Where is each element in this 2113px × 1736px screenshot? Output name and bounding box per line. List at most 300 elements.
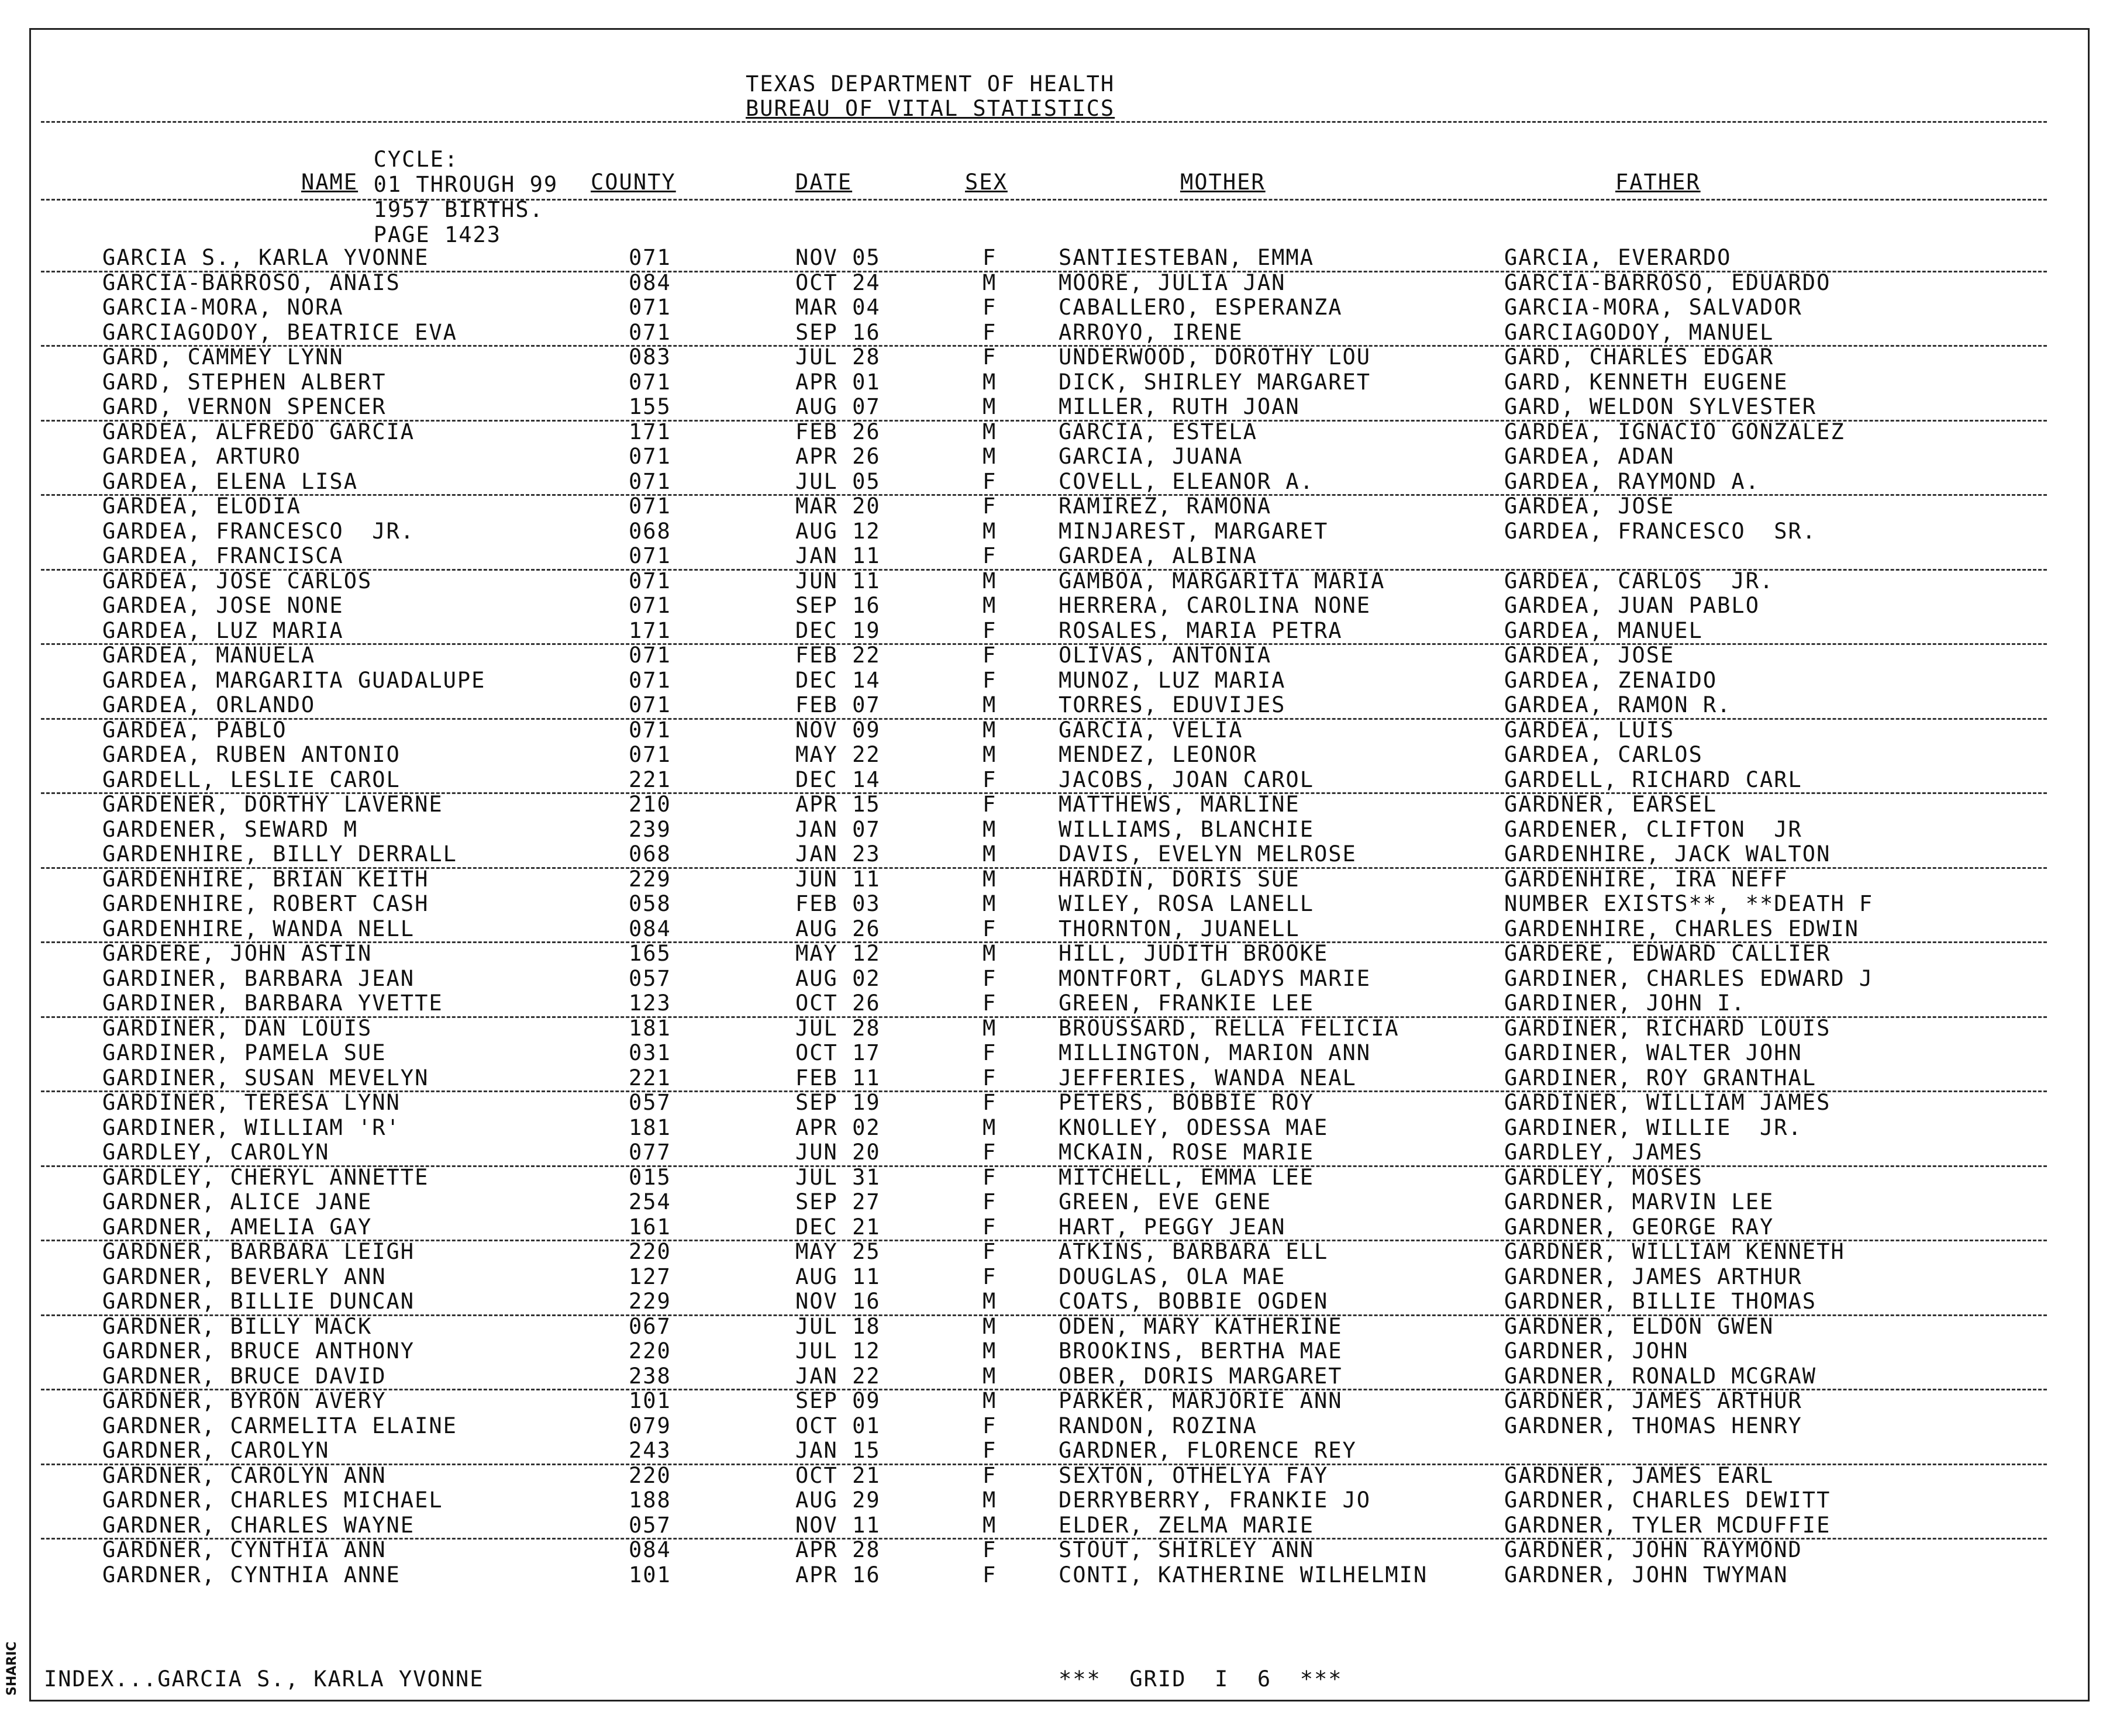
cell-mother: WILLIAMS, BLANCHIE [1059, 816, 1314, 842]
cell-name: GARDENHIRE, ROBERT CASH [102, 891, 429, 916]
cell-date: JUN 20 [795, 1140, 881, 1165]
table-row [41, 1438, 2047, 1465]
cell-date: FEB 07 [795, 692, 881, 717]
cell-county: 101 [629, 1562, 671, 1587]
cell-county: 181 [629, 1114, 671, 1140]
cell-mother: MATTHEWS, MARLINE [1059, 792, 1300, 817]
header-divider-top [41, 121, 2047, 123]
cell-name: GARDINER, BARBARA YVETTE [102, 990, 443, 1016]
cell-mother: ODEN, MARY KATHERINE [1059, 1313, 1343, 1339]
cell-sex: M [983, 1114, 997, 1140]
cell-date: JAN 15 [795, 1438, 881, 1463]
cell-sex: M [983, 1512, 997, 1538]
cell-sex: M [983, 394, 997, 419]
cell-sex: M [983, 891, 997, 916]
cell-date: JAN 23 [795, 841, 881, 867]
cell-name: GARDELL, LESLIE CAROL [102, 767, 401, 792]
cell-county: 071 [629, 643, 671, 668]
cell-sex: F [983, 1462, 997, 1488]
footer-index: INDEX...GARCIA S., KARLA YVONNE [44, 1666, 484, 1692]
cell-county: 071 [629, 245, 671, 270]
cell-date: OCT 21 [795, 1462, 881, 1488]
cell-date: JUL 28 [795, 344, 881, 370]
cell-mother: DOUGLAS, OLA MAE [1059, 1264, 1286, 1289]
table-row [0, 967, 2113, 992]
cell-date: NOV 05 [795, 245, 881, 270]
cell-date: NOV 16 [795, 1289, 881, 1314]
footer-grid: *** GRID I 6 *** [1059, 1666, 1343, 1692]
table-row [0, 519, 2113, 544]
cell-mother: GARCIA, ESTELA [1059, 419, 1257, 444]
cell-date: SEP 19 [795, 1090, 881, 1115]
cell-mother: COATS, BOBBIE OGDEN [1059, 1289, 1329, 1314]
cell-date: DEC 19 [795, 617, 881, 643]
cell-date: AUG 29 [795, 1487, 881, 1513]
cell-name: GARCIA-MORA, NORA [102, 295, 344, 320]
table-row [41, 544, 2047, 571]
side-mark: SHARIC [5, 1641, 19, 1696]
cell-sex: M [983, 270, 997, 295]
cell-name: GARDEA, JOSE CARLOS [102, 568, 373, 593]
cell-county: 057 [629, 1512, 671, 1538]
cell-date: AUG 26 [795, 916, 881, 941]
cell-date: FEB 22 [795, 643, 881, 668]
table-row [41, 917, 2047, 944]
column-header-name: NAME [301, 170, 359, 195]
cell-county: 071 [629, 593, 671, 618]
table-row [0, 743, 2113, 768]
cell-date: APR 01 [795, 369, 881, 395]
cell-sex: M [983, 1289, 997, 1314]
cell-sex: F [983, 667, 997, 693]
cell-mother: CABALLERO, ESPERANZA [1059, 295, 1343, 320]
cell-father: GARDEA, MANUEL [1504, 617, 1703, 643]
cell-sex: F [983, 1413, 997, 1438]
cell-name: GARDEA, RUBEN ANTONIO [102, 742, 401, 767]
cell-father: GARDNER, WILLIAM KENNETH [1504, 1239, 1845, 1264]
cell-county: 238 [629, 1363, 671, 1389]
cell-date: DEC 14 [795, 667, 881, 693]
cell-county: 083 [629, 344, 671, 370]
table-row [0, 494, 2113, 519]
cell-name: GARDNER, BEVERLY ANN [102, 1264, 387, 1289]
cell-sex: F [983, 990, 997, 1016]
table-row [0, 1314, 2113, 1340]
cell-father: GARD, CHARLES EDGAR [1504, 344, 1774, 370]
cell-sex: M [983, 816, 997, 842]
column-header-father: FATHER [1615, 170, 1701, 195]
cell-county: 181 [629, 1015, 671, 1041]
page-number: PAGE 1423 [373, 222, 502, 247]
cell-sex: M [983, 1313, 997, 1339]
table-row [0, 1041, 2113, 1066]
cell-sex: F [983, 295, 997, 320]
cell-county: 071 [629, 319, 671, 345]
cell-name: GARDENHIRE, WANDA NELL [102, 916, 415, 941]
cell-sex: F [983, 245, 997, 270]
cell-father: GARCIA-MORA, SALVADOR [1504, 295, 1802, 320]
cell-name: GARDEA, ELENA LISA [102, 468, 358, 494]
cell-mother: DAVIS, EVELYN MELROSE [1059, 841, 1357, 867]
cell-father: GARDEA, LUIS [1504, 717, 1675, 743]
cell-date: APR 26 [795, 444, 881, 469]
table-row [0, 345, 2113, 370]
cell-sex: F [983, 767, 997, 792]
cell-father: GARDNER, EARSEL [1504, 792, 1718, 817]
cell-county: 071 [629, 742, 671, 767]
cell-county: 161 [629, 1214, 671, 1240]
cell-county: 015 [629, 1164, 671, 1190]
cell-sex: M [983, 1338, 997, 1364]
cell-name: GARDEA, ALFREDO GARCIA [102, 419, 415, 444]
cell-county: 071 [629, 717, 671, 743]
cell-mother: MITCHELL, EMMA LEE [1059, 1164, 1314, 1190]
cell-date: OCT 24 [795, 270, 881, 295]
cell-sex: F [983, 1065, 997, 1090]
cell-father: GARDNER, BILLIE THOMAS [1504, 1289, 1817, 1314]
cell-name: GARDEA, MANUELA [102, 643, 316, 668]
cell-county: 071 [629, 493, 671, 519]
cell-name: GARDNER, CHARLES MICHAEL [102, 1487, 443, 1513]
cell-father: GARDEA, CARLOS [1504, 742, 1703, 767]
cell-date: JUL 28 [795, 1015, 881, 1041]
cell-county: 229 [629, 1289, 671, 1314]
cell-date: OCT 17 [795, 1040, 881, 1065]
cell-mother: HART, PEGGY JEAN [1059, 1214, 1286, 1240]
cell-sex: F [983, 1140, 997, 1165]
cycle-line [345, 122, 558, 247]
table-row [41, 991, 2047, 1018]
cell-sex: F [983, 1164, 997, 1190]
cell-county: 220 [629, 1338, 671, 1364]
table-row [0, 1488, 2113, 1513]
cell-mother: GARDNER, FLORENCE REY [1059, 1438, 1357, 1463]
cell-date: MAY 22 [795, 742, 881, 767]
cell-mother: ROSALES, MARIA PETRA [1059, 617, 1343, 643]
cell-father: GARDEA, RAYMOND A. [1504, 468, 1760, 494]
cell-sex: F [983, 916, 997, 941]
table-row [41, 1140, 2047, 1167]
cell-sex: F [983, 1090, 997, 1115]
cell-name: GARDINER, BARBARA JEAN [102, 965, 415, 991]
cell-date: JUL 31 [795, 1164, 881, 1190]
cell-county: 165 [629, 941, 671, 966]
cell-county: 221 [629, 767, 671, 792]
cell-father: GARDINER, ROY GRANTHAL [1504, 1065, 1817, 1090]
cell-father: GARDLEY, MOSES [1504, 1164, 1703, 1190]
cell-name: GARCIAGODOY, BEATRICE EVA [102, 319, 457, 345]
cell-father: GARDINER, WALTER JOHN [1504, 1040, 1802, 1065]
cell-father: GARDERE, EDWARD CALLIER [1504, 941, 1831, 966]
cell-father: GARDNER, TYLER MCDUFFIE [1504, 1512, 1831, 1538]
cell-mother: UNDERWOOD, DOROTHY LOU [1059, 344, 1371, 370]
cell-county: 229 [629, 866, 671, 892]
cell-father: GARDNER, JAMES EARL [1504, 1462, 1774, 1488]
cell-date: DEC 21 [795, 1214, 881, 1240]
cell-sex: M [983, 941, 997, 966]
table-row [41, 1215, 2047, 1242]
cell-father: GARDELL, RICHARD CARL [1504, 767, 1802, 792]
table-row [0, 817, 2113, 843]
table-row [41, 395, 2047, 422]
cell-name: GARDNER, CAROLYN [102, 1438, 330, 1463]
cell-mother: THORNTON, JUANELL [1059, 916, 1300, 941]
cell-name: GARD, CAMMEY LYNN [102, 344, 344, 370]
cell-name: GARCIA S., KARLA YVONNE [102, 245, 429, 270]
report-title: 1957 BIRTHS. [373, 197, 544, 222]
cell-name: GARDNER, CARMELITA ELAINE [102, 1413, 457, 1438]
cell-name: GARDNER, CYNTHIA ANN [102, 1537, 387, 1562]
cell-name: GARDINER, WILLIAM 'R' [102, 1114, 401, 1140]
cell-sex: M [983, 419, 997, 444]
cell-mother: TORRES, EDUVIJES [1059, 692, 1286, 717]
cell-mother: PARKER, MARJORIE ANN [1059, 1388, 1343, 1413]
cell-father: GARDINER, WILLIAM JAMES [1504, 1090, 1831, 1115]
cell-county: 071 [629, 692, 671, 717]
cell-sex: F [983, 1040, 997, 1065]
cell-sex: M [983, 841, 997, 867]
cell-mother: STOUT, SHIRLEY ANN [1059, 1537, 1314, 1562]
cell-father: GARDNER, ELDON GWEN [1504, 1313, 1774, 1339]
cell-mother: COVELL, ELEANOR A. [1059, 468, 1314, 494]
cell-mother: JEFFERIES, WANDA NEAL [1059, 1065, 1357, 1090]
cell-mother: MCKAIN, ROSE MARIE [1059, 1140, 1314, 1165]
cell-name: GARDEA, FRANCISCA [102, 543, 344, 568]
cell-county: 101 [629, 1388, 671, 1413]
cell-date: OCT 01 [795, 1413, 881, 1438]
cell-date: FEB 03 [795, 891, 881, 916]
cell-county: 071 [629, 568, 671, 593]
cell-father: GARDINER, CHARLES EDWARD J [1504, 965, 1874, 991]
cell-date: AUG 12 [795, 518, 881, 544]
cell-mother: JACOBS, JOAN CAROL [1059, 767, 1314, 792]
cell-date: MAY 12 [795, 941, 881, 966]
cell-county: 155 [629, 394, 671, 419]
cell-date: FEB 26 [795, 419, 881, 444]
cell-mother: DICK, SHIRLEY MARGARET [1059, 369, 1371, 395]
cell-mother: RANDON, ROZINA [1059, 1413, 1257, 1438]
table-row [0, 593, 2113, 619]
cell-date: SEP 27 [795, 1189, 881, 1214]
cell-father: GARD, KENNETH EUGENE [1504, 369, 1788, 395]
table-row [0, 1265, 2113, 1290]
cell-county: 071 [629, 369, 671, 395]
cell-name: GARDENER, SEWARD M [102, 816, 358, 842]
cell-mother: OBER, DORIS MARGARET [1059, 1363, 1343, 1389]
cell-sex: F [983, 493, 997, 519]
cell-county: 084 [629, 1537, 671, 1562]
cell-sex: M [983, 866, 997, 892]
table-row [0, 1339, 2113, 1364]
table-row [0, 370, 2113, 395]
cell-mother: HILL, JUDITH BROOKE [1059, 941, 1329, 966]
cell-sex: F [983, 1264, 997, 1289]
cell-mother: CONTI, KATHERINE WILHELMIN [1059, 1562, 1428, 1587]
cell-name: GARDEA, MARGARITA GUADALUPE [102, 667, 486, 693]
table-row [0, 1090, 2113, 1116]
cell-mother: SANTIESTEBAN, EMMA [1059, 245, 1314, 270]
cell-date: FEB 11 [795, 1065, 881, 1090]
cell-mother: MUNOZ, LUZ MARIA [1059, 667, 1286, 693]
cell-father: GARDEA, JOSE [1504, 493, 1675, 519]
cell-name: GARD, VERNON SPENCER [102, 394, 387, 419]
cell-sex: M [983, 717, 997, 743]
cell-father: GARDINER, RICHARD LOUIS [1504, 1015, 1831, 1041]
cell-mother: MENDEZ, LEONOR [1059, 742, 1257, 767]
cell-father: GARDNER, RONALD MCGRAW [1504, 1363, 1817, 1389]
cell-mother: GARCIA, VELIA [1059, 717, 1243, 743]
cell-date: NOV 11 [795, 1512, 881, 1538]
cell-county: 084 [629, 270, 671, 295]
cell-father: GARD, WELDON SYLVESTER [1504, 394, 1817, 419]
cell-mother: GREEN, EVE GENE [1059, 1189, 1272, 1214]
table-row [0, 867, 2113, 892]
cell-county: 068 [629, 841, 671, 867]
cell-mother: PETERS, BOBBIE ROY [1059, 1090, 1314, 1115]
cell-name: GARDEA, ARTURO [102, 444, 301, 469]
cell-father: GARDENHIRE, IRA NEFF [1504, 866, 1788, 892]
column-header-county: COUNTY [591, 170, 676, 195]
cell-mother: MOORE, JULIA JAN [1059, 270, 1286, 295]
cell-father: GARDNER, MARVIN LEE [1504, 1189, 1774, 1214]
cell-mother: GARDEA, ALBINA [1059, 543, 1257, 568]
cell-county: 077 [629, 1140, 671, 1165]
cell-sex: F [983, 792, 997, 817]
cell-sex: F [983, 1189, 997, 1214]
cell-mother: MILLINGTON, MARION ANN [1059, 1040, 1371, 1065]
cell-county: 221 [629, 1065, 671, 1090]
header-line1: TEXAS DEPARTMENT OF HEALTH [746, 71, 1115, 96]
cell-name: GARDEA, FRANCESCO JR. [102, 518, 415, 544]
table-row [41, 1066, 2047, 1093]
cell-county: 220 [629, 1239, 671, 1264]
cell-county: 079 [629, 1413, 671, 1438]
cell-sex: M [983, 369, 997, 395]
cell-date: JUL 12 [795, 1338, 881, 1364]
cell-county: 071 [629, 295, 671, 320]
cell-sex: M [983, 1363, 997, 1389]
cell-county: 243 [629, 1438, 671, 1463]
cell-name: GARDNER, CAROLYN ANN [102, 1462, 387, 1488]
cell-name: GARDENHIRE, BRIAN KEITH [102, 866, 429, 892]
cell-father: GARDENHIRE, JACK WALTON [1504, 841, 1831, 867]
cell-date: DEC 14 [795, 767, 881, 792]
cell-father: NUMBER EXISTS**, **DEATH F [1504, 891, 1874, 916]
cell-name: GARDEA, LUZ MARIA [102, 617, 344, 643]
table-row [0, 892, 2113, 917]
cell-county: 058 [629, 891, 671, 916]
cell-sex: M [983, 593, 997, 618]
cell-sex: M [983, 518, 997, 544]
cell-father: GARCIA, EVERARDO [1504, 245, 1732, 270]
cell-date: MAR 04 [795, 295, 881, 320]
cell-sex: F [983, 617, 997, 643]
cell-county: 071 [629, 543, 671, 568]
table-row [41, 619, 2047, 646]
cell-name: GARDEA, PABLO [102, 717, 287, 743]
cell-mother: GARCIA, JUANA [1059, 444, 1243, 469]
table-row [0, 1016, 2113, 1041]
cell-date: JUN 11 [795, 866, 881, 892]
cell-name: GARDEA, JOSE NONE [102, 593, 344, 618]
cell-father: GARDEA, JOSE [1504, 643, 1675, 668]
cell-date: JAN 22 [795, 1363, 881, 1389]
cell-name: GARDNER, CYNTHIA ANNE [102, 1562, 401, 1587]
cell-father: GARCIAGODOY, MANUEL [1504, 319, 1774, 345]
cell-name: GARDERE, JOHN ASTIN [102, 941, 373, 966]
table-row [41, 693, 2047, 720]
cell-name: GARDLEY, CHERYL ANNETTE [102, 1164, 429, 1190]
cell-name: GARDENER, DORTHY LAVERNE [102, 792, 443, 817]
cell-sex: F [983, 344, 997, 370]
table-row [41, 1513, 2047, 1540]
cell-name: GARDNER, AMELIA GAY [102, 1214, 373, 1240]
cell-mother: BROOKINS, BERTHA MAE [1059, 1338, 1343, 1364]
cell-date: JAN 07 [795, 816, 881, 842]
cell-county: 071 [629, 444, 671, 469]
cell-father: GARDNER, JOHN TWYMAN [1504, 1562, 1788, 1587]
cell-date: OCT 26 [795, 990, 881, 1016]
cell-father: GARDENER, CLIFTON JR [1504, 816, 1802, 842]
cell-date: SEP 16 [795, 319, 881, 345]
cell-sex: M [983, 568, 997, 593]
cell-father: GARDEA, ZENAIDO [1504, 667, 1718, 693]
cell-mother: WILEY, ROSA LANELL [1059, 891, 1314, 916]
cell-county: 171 [629, 419, 671, 444]
cell-name: GARDLEY, CAROLYN [102, 1140, 330, 1165]
cell-father: GARDEA, IGNACIO GONZALEZ [1504, 419, 1845, 444]
cell-name: GARDNER, ALICE JANE [102, 1189, 373, 1214]
cell-father: GARDEA, ADAN [1504, 444, 1675, 469]
cell-father: GARDNER, THOMAS HENRY [1504, 1413, 1802, 1438]
cell-sex: M [983, 444, 997, 469]
cell-sex: F [983, 1214, 997, 1240]
cell-county: 188 [629, 1487, 671, 1513]
cell-date: APR 28 [795, 1537, 881, 1562]
table-row [0, 1464, 2113, 1489]
table-row [0, 941, 2113, 967]
cell-father: GARDEA, RAMON R. [1504, 692, 1732, 717]
cell-mother: ARROYO, IRENE [1059, 319, 1243, 345]
cell-father: GARDNER, GEORGE RAY [1504, 1214, 1774, 1240]
cell-date: AUG 11 [795, 1264, 881, 1289]
cell-county: 210 [629, 792, 671, 817]
cell-sex: M [983, 692, 997, 717]
cell-date: AUG 02 [795, 965, 881, 991]
cell-mother: OLIVAS, ANTONIA [1059, 643, 1272, 668]
cell-county: 031 [629, 1040, 671, 1065]
table-row [0, 718, 2113, 743]
cell-name: GARDNER, CHARLES WAYNE [102, 1512, 415, 1538]
cell-name: GARDNER, BILLIE DUNCAN [102, 1289, 415, 1314]
table-row [0, 1116, 2113, 1141]
cell-sex: F [983, 1562, 997, 1587]
column-header-date: DATE [795, 170, 853, 195]
table-row [41, 470, 2047, 496]
cell-county: 084 [629, 916, 671, 941]
header-line2: BUREAU OF VITAL STATISTICS [746, 96, 1115, 121]
cell-name: GARDNER, BRUCE DAVID [102, 1363, 387, 1389]
column-header-mother: MOTHER [1180, 170, 1266, 195]
cell-name: GARDNER, BRUCE ANTHONY [102, 1338, 415, 1364]
cell-county: 071 [629, 468, 671, 494]
cell-name: GARD, STEPHEN ALBERT [102, 369, 387, 395]
cell-name: GARDEA, ELODIA [102, 493, 301, 519]
table-row [41, 1364, 2047, 1391]
cell-father: GARDNER, JAMES ARTHUR [1504, 1388, 1802, 1413]
cell-sex: M [983, 1388, 997, 1413]
cell-name: GARDNER, BILLY MACK [102, 1313, 373, 1339]
